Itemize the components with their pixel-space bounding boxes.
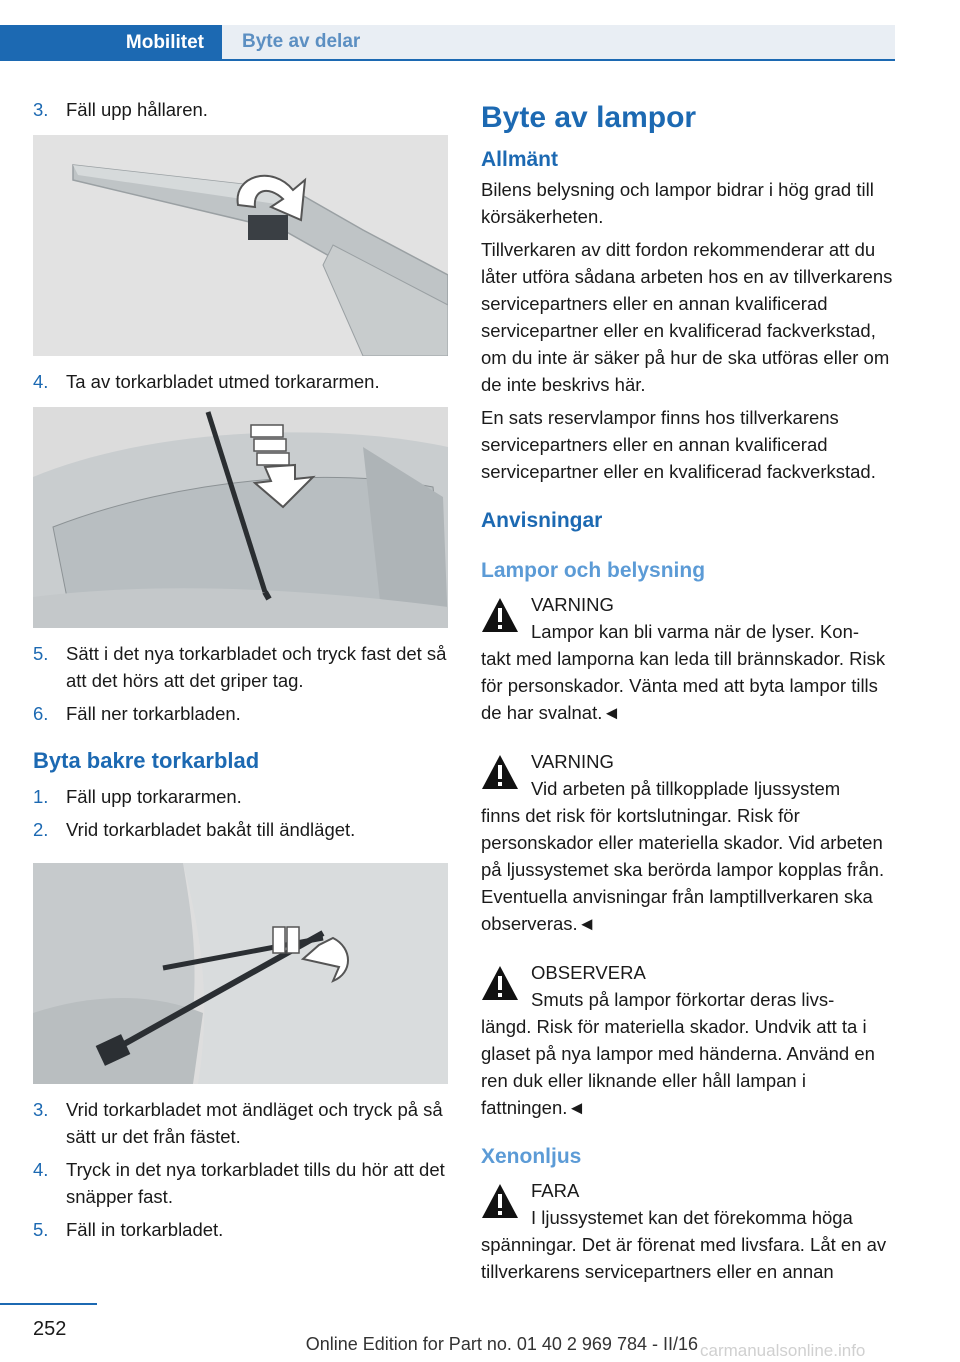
step-number: 3. [33, 1099, 49, 1120]
section-heading-rear-wiper: Byta bakre torkarblad [33, 748, 260, 773]
step-number: 5. [33, 1219, 49, 1240]
step-number: 1. [33, 786, 49, 807]
warning-box [481, 748, 895, 937]
step-item [33, 1156, 448, 1210]
step-text: Tryck in det nya torkarbladet tills du hör att det snäpper fast. [66, 1159, 445, 1207]
warning-triangle-icon [481, 1183, 519, 1219]
caution-text: längd. Risk för materiella skador. Undvik att ta i glaset på nya lampor med händerna. Använd en ren duk eller liknande eller håll lampan i fattningen.◄ [481, 1016, 875, 1118]
step-number: 5. [33, 643, 49, 664]
edition-note: Online Edition for Part no. 01 40 2 969 784 - II/16 [305, 1334, 698, 1354]
step-number: 4. [33, 371, 49, 392]
step-item [33, 1096, 448, 1150]
chapter-title: Byte av lampor [481, 101, 697, 134]
warning-text: takt med lamporna kan leda till brännskador. Risk för personskador. Vänta med att byta lampor tills de har svalnat.◄ [481, 648, 886, 723]
step-text: Ta av torkarbladet utmed torkararmen. [66, 371, 380, 392]
section-heading-general: Allmänt [481, 148, 559, 171]
step-number: 4. [33, 1159, 49, 1180]
section-heading-xenon: Xenonljus [481, 1145, 582, 1168]
danger-box [481, 1177, 895, 1285]
step-item [33, 1216, 448, 1243]
step-text: Fäll upp torkararmen. [66, 786, 242, 807]
page-header [0, 25, 895, 61]
caution-text-first: Smuts på lampor förkortar deras livs- [531, 989, 835, 1010]
warning-triangle-icon [481, 754, 519, 790]
warning-text: finns det risk för kortslutningar. Risk för personskador eller materiella skador. Vid arbeten på ljussystemet ska berörda lampor kopplas från. Eventuella anvisningar från lamptillverkaren ska observeras.◄ [481, 805, 885, 934]
step-item [33, 368, 448, 395]
figure-rear-wiper [33, 863, 448, 1084]
danger-label: FARA [531, 1180, 580, 1201]
page-number-rule [0, 1303, 97, 1305]
warning-text-first: Lampor kan bli varma när de lyser. Kon- [531, 621, 860, 642]
step-item [33, 816, 448, 843]
step-number: 2. [33, 819, 49, 840]
paragraph: Tillverkaren av ditt fordon rekommenderar att du låter utföra sådana arbeten hos en av tillverkarens servicepartners eller en annan kvalificerad servicepartner eller en kvalificerad fackverkstad, om du inte är säker på hur de ska utföras eller om de inte beskrivs här. [481, 239, 893, 395]
step-text: Vrid torkarbladet mot ändläget och tryck på så sätt ur det från fästet. [66, 1099, 443, 1147]
figure-remove-wiper-blade [33, 407, 448, 628]
paragraph: Bilens belysning och lampor bidrar i hög grad till körsäkerheten. [481, 179, 874, 227]
step-item [33, 700, 448, 727]
warning-triangle-icon [481, 597, 519, 633]
step-item [33, 96, 448, 123]
figure-holder-fold-up [33, 135, 448, 356]
section-tab-mobility[interactable]: Mobilitet [0, 25, 222, 61]
warning-label: VARNING [531, 594, 614, 615]
warning-label: VARNING [531, 751, 614, 772]
step-item [33, 640, 448, 694]
watermark-text: carmanualsonline.info [700, 1341, 866, 1360]
step-item [33, 783, 448, 810]
watermark-logo [698, 1338, 960, 1362]
header-rule [0, 59, 895, 61]
step-text: Fäll in torkarbladet. [66, 1219, 224, 1240]
step-number: 6. [33, 703, 49, 724]
warning-text-first: Vid arbeten på tillkopplade ljussystem [531, 778, 841, 799]
page-number: 252 [33, 1318, 67, 1340]
step-text: Fäll ner torkarbladen. [66, 703, 241, 724]
warning-box [481, 591, 895, 726]
left-column [33, 96, 448, 1243]
step-text: Vrid torkarbladet bakåt till ändläget. [66, 819, 356, 840]
step-text: Sätt i det nya torkarbladet och tryck fast det så att det hörs att det griper tag. [66, 643, 447, 691]
danger-text-first: I ljussystemet kan det förekomma höga [531, 1207, 853, 1228]
section-tab-parts-replacement[interactable]: Byte av delar [222, 25, 895, 59]
step-text: Fäll upp hållaren. [66, 99, 208, 120]
caution-box [481, 959, 895, 1121]
section-heading-notes: Anvisningar [481, 509, 603, 532]
danger-text: spänningar. Det är förenat med livsfara. Låt en av tillverkarens servicepartners eller en annan [481, 1234, 887, 1282]
right-column [481, 96, 895, 1285]
section-heading-lamps: Lampor och belysning [481, 559, 706, 582]
caution-label: OBSERVERA [531, 962, 646, 983]
warning-triangle-icon [481, 965, 519, 1001]
paragraph: En sats reservlampor finns hos tillverkarens servicepartners eller en annan kvalificerad servicepartner eller en kvalificerad fackverkstad. [481, 407, 876, 482]
step-number: 3. [33, 99, 49, 120]
